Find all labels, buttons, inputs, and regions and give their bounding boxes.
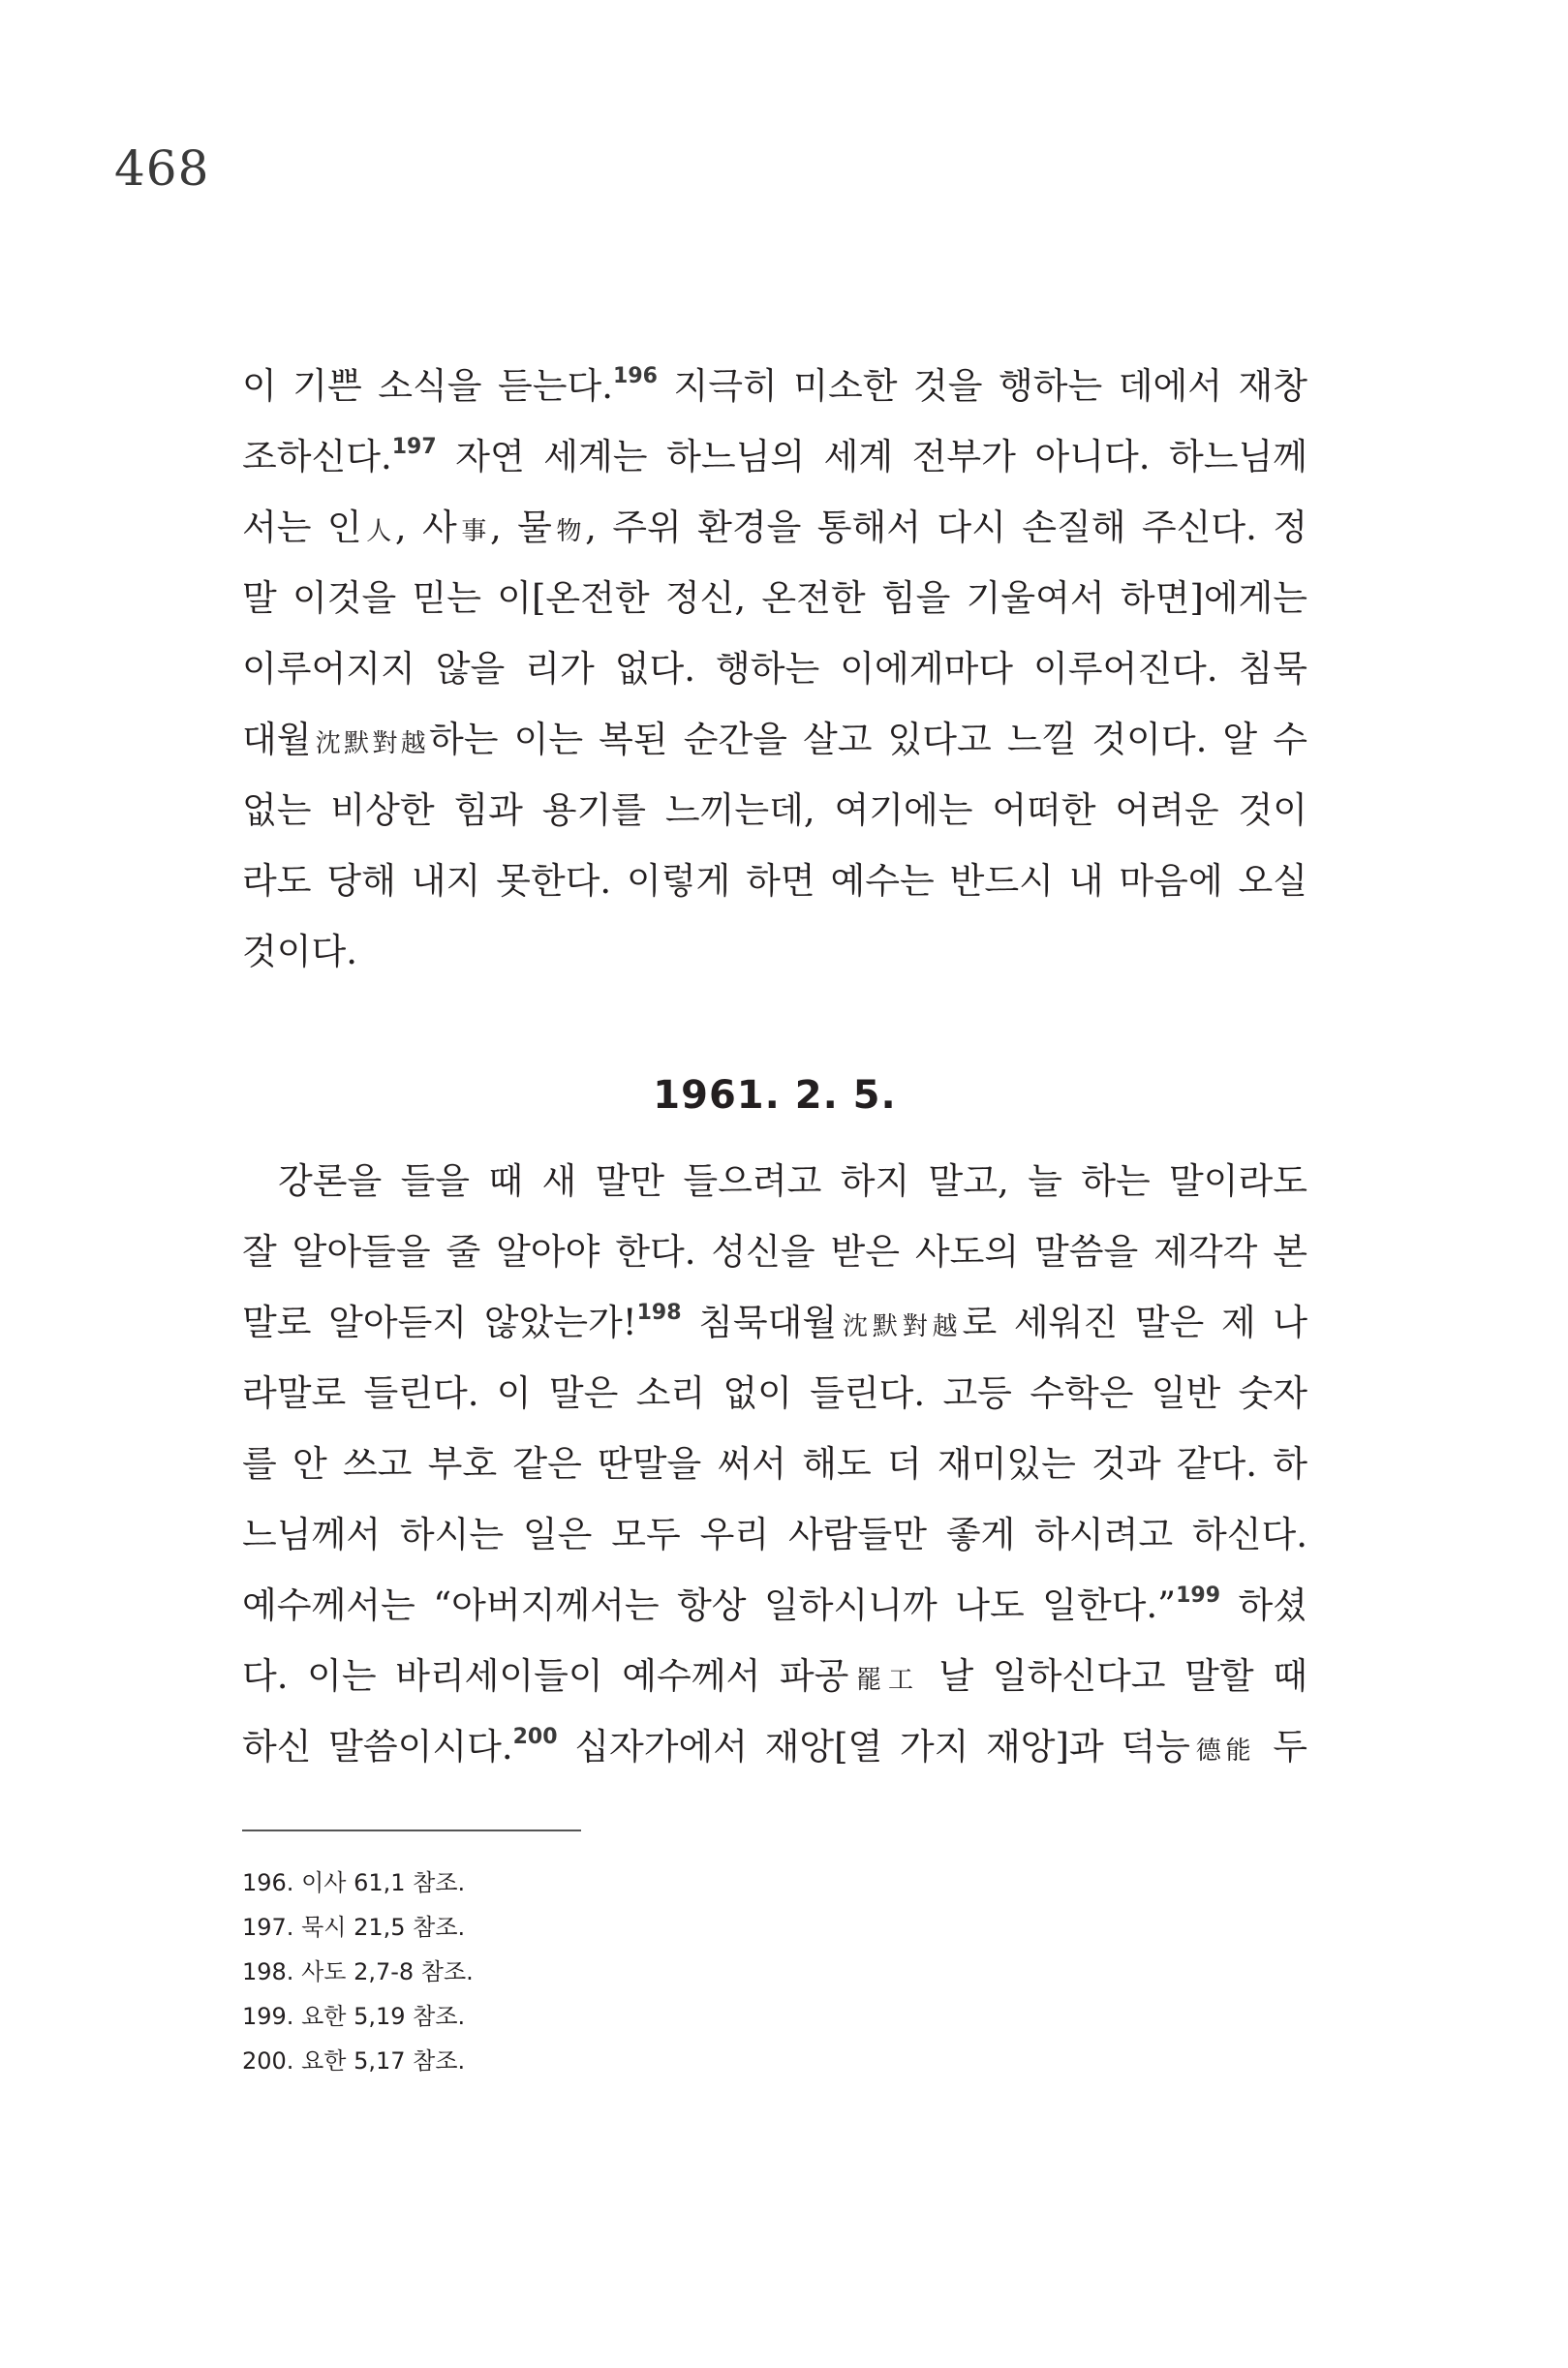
text-run: 로 세워진 말은 제 나 [962,1302,1308,1343]
text-run: 하셨 [1220,1584,1308,1626]
hanja-gloss: 沈默對越 [837,1312,963,1341]
text-line [242,421,1307,492]
text-line: 느님께서 하시는 일은 모두 우리 사람들만 좋게 하시려고 하신다. [242,1514,1307,1555]
text-run: 두 [1255,1726,1307,1768]
text-line [242,1287,1307,1358]
text-line [242,704,1307,775]
text-line: 잘 알아들을 줄 알아야 한다. 성신을 받은 사도의 말씀을 제각각 본 [242,1231,1307,1273]
text-run: 이 기쁜 소식을 듣는다. [242,365,614,407]
text-line [242,351,1307,421]
hanja-gloss: 罷工 [848,1666,920,1695]
text-run: , 주위 환경을 통해서 다시 손질해 주신다. 정 [585,507,1307,548]
footnote-ref-197: 197 [391,435,437,459]
text-line: 것이다. [242,931,357,972]
text-run: 서는 인 [242,507,362,548]
footnotes [242,1861,474,2083]
text-run: , 사 [394,507,457,548]
text-run: 대월 [242,719,312,760]
text-run: , 물 [490,507,552,548]
text-run: 예수께서는 “아버지께서는 항상 일하시니까 나도 일한다.” [242,1584,1177,1626]
text-line: 를 안 쓰고 부호 같은 딴말을 써서 해도 더 재미있는 것과 같다. 하 [242,1443,1307,1485]
hanja-gloss: 物 [551,517,586,546]
text-line: 말 이것을 믿는 이[온전한 정신, 온전한 힘을 기울여서 하면]에게는 [242,577,1307,619]
text-run: 말로 알아듣지 않았는가! [242,1302,637,1343]
text-run: 다. 이는 바리세이들이 예수께서 파공 [242,1655,849,1697]
footnote-197: 197. 묵시 21,5 참조. [242,1914,466,1941]
hanja-gloss: 人 [361,517,395,546]
text-line: 이루어지지 않을 리가 없다. 행하는 이에게마다 이루어진다. 침묵 [242,648,1307,690]
footnote-200: 200. 요한 5,17 참조. [242,2047,466,2075]
text-run: 날 일하신다고 말할 때 [919,1655,1307,1697]
footnote-199: 199. 요한 5,19 참조. [242,2003,466,2030]
footnote-ref-198: 198 [636,1301,682,1325]
text-run: 자연 세계는 하느님의 세계 전부가 아니다. 하느님께 [436,436,1307,477]
text-run: 조하신다. [242,436,392,477]
hanja-gloss: 德能 [1189,1737,1256,1766]
text-line [242,1641,1307,1711]
paragraph-1 [242,351,1307,987]
text-line: 강론을 들을 때 새 말만 들으려고 하지 말고, 늘 하는 말이라도 [278,1160,1307,1202]
hanja-gloss: 事 [456,517,490,546]
footnote-198: 198. 사도 2,7-8 참조. [242,1958,474,1985]
text-run: 지극히 미소한 것을 행하는 데에서 재창 [657,365,1307,407]
footnote-ref-196: 196 [613,364,658,388]
hanja-gloss: 沈默對越 [311,729,430,758]
text-line: 라도 당해 내지 못한다. 이렇게 하면 예수는 반드시 내 마음에 오실 [242,860,1307,902]
footnote-divider [242,1830,581,1831]
footnote-196: 196. 이사 61,1 참조. [242,1869,466,1896]
footnote-ref-199: 199 [1176,1584,1221,1608]
section-date-heading: 1961. 2. 5. [653,1073,897,1118]
text-line: 없는 비상한 힘과 용기를 느끼는데, 여기에는 어떠한 어려운 것이 [242,789,1307,831]
text-line [242,492,1307,563]
page-number: 468 [114,140,210,197]
text-line [242,1711,1307,1782]
text-run: 하는 이는 복된 순간을 살고 있다고 느낄 것이다. 알 수 [429,719,1307,760]
text-run: 십자가에서 재앙[열 가지 재앙]과 덕능 [557,1726,1190,1768]
text-line [242,1570,1307,1641]
footnote-ref-200: 200 [512,1725,558,1749]
text-line: 라말로 들린다. 이 말은 소리 없이 들린다. 고등 수학은 일반 숫자 [242,1372,1307,1414]
text-run: 침묵대월 [681,1302,838,1343]
text-run: 하신 말씀이시다. [242,1726,513,1768]
paragraph-2 [242,1146,1307,1782]
